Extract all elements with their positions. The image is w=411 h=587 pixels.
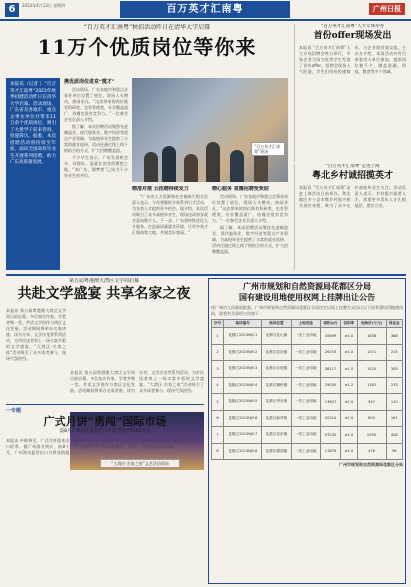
table-cell: 1 bbox=[212, 328, 224, 345]
table-cell: 花都区2023NJY-7 bbox=[224, 427, 262, 444]
top-story-subhead-1: 携优质岗位进京“揽才” bbox=[64, 79, 115, 85]
table-cell: 7 bbox=[212, 427, 224, 444]
table-cell: 161 bbox=[386, 410, 402, 427]
table-cell: 一类工业用地 bbox=[291, 361, 320, 378]
trade-story-subhead: 前8月广州海关监管出口月饼货值超4600万元 bbox=[59, 429, 151, 434]
table-cell: 花都区2023NJY-2 bbox=[224, 344, 262, 361]
table-cell: 29035 bbox=[320, 377, 340, 394]
top-story-sidebar-text: “广东省人力资源和社会保障厅相关负责人表示，今年将继续开展系列引才活动，为各类人才提供更多机会。据介绍，本次活动吸引了众多高校毕业生，现场达成初步就业意向数千人。下一步，广东将持续优化人才服务，打造高质量就业环境，让更多英才汇聚南粤大地，共建美好家园。” bbox=[132, 194, 208, 235]
table-cell: 96 bbox=[386, 443, 402, 460]
trade-story-kicker: 一专题 bbox=[6, 408, 22, 414]
land-notice bbox=[208, 278, 406, 584]
top-story-paragraph: 据了解，本次招聘活动聚焦先进制造业、现代服务业、数字经济等重点产业领域，为高校毕业生提供了丰富的就业选择。活动还通过线上线下相结合的方式，扩大招聘覆盖面。 bbox=[212, 225, 288, 254]
right-story-2-headline: 粤北乡村诚招揽英才 bbox=[311, 171, 393, 181]
table-cell: 花都区2023NJY-4 bbox=[224, 377, 262, 394]
top-story-sidebar bbox=[6, 78, 60, 270]
table-cell: ≥1.2 bbox=[341, 377, 357, 394]
table-cell: 26755 bbox=[320, 344, 340, 361]
top-story-col-1 bbox=[64, 78, 128, 270]
table-cell: 一类工业用地 bbox=[291, 443, 320, 460]
table-cell: ≥1.0 bbox=[341, 344, 357, 361]
table-cell: 一类工业用地 bbox=[291, 344, 320, 361]
table-cell: ≥1.0 bbox=[341, 394, 357, 411]
top-story-col-3 bbox=[212, 186, 288, 270]
issue-date: 2023年4月13日 星期四 bbox=[22, 3, 66, 8]
table-cell: 花都区狮岭镇 bbox=[262, 377, 291, 394]
table-cell: 805 bbox=[357, 410, 386, 427]
table-cell: 花都区2023NJY-8 bbox=[224, 443, 262, 460]
table-cell: 45899 bbox=[320, 328, 340, 345]
table-cell: 3 bbox=[212, 361, 224, 378]
table-cell: 花都区2023NJY-3 bbox=[224, 361, 262, 378]
table-cell: 8 bbox=[212, 443, 224, 460]
notice-col-header: 面积(㎡) bbox=[320, 320, 340, 328]
notice-col-header: 土地用途 bbox=[291, 320, 320, 328]
table-cell: 花都区花山镇 bbox=[262, 328, 291, 345]
table-cell: 305 bbox=[386, 361, 402, 378]
table-cell: 1525 bbox=[357, 361, 386, 378]
table-row bbox=[212, 410, 403, 427]
notice-subtitle: 国有建设用地使用权网上挂牌出让公告 bbox=[239, 292, 375, 302]
table-cell: 一类工业用地 bbox=[291, 410, 320, 427]
table-row bbox=[212, 394, 403, 411]
table-cell: 花都区炭步镇 bbox=[262, 344, 291, 361]
top-story-photo-caption: “百万英才汇南粤”现场 bbox=[251, 142, 285, 156]
table-cell: 11876 bbox=[320, 443, 340, 460]
top-story-paragraph: 据了解，本次招聘活动聚焦先进制造业、现代服务业、数字经济等重点产业领域，为高校毕业生提供了丰富的就业选择。活动还通过线上线下相结合的方式，扩大招聘覆盖面。 bbox=[64, 124, 128, 153]
trade-story-headline: 广式月饼“勇闯”国际市场 bbox=[43, 415, 167, 428]
top-story-paragraph: 不少学生表示，广东发展机会多、环境好，是就业创业的理想之地。“来广东，圆梦想”已成为不少毕业生的共识。 bbox=[64, 155, 128, 178]
table-cell: ≥1.0 bbox=[341, 410, 357, 427]
table-cell: 476 bbox=[357, 443, 386, 460]
table-cell: 6 bbox=[212, 410, 224, 427]
table-cell: 2 bbox=[212, 344, 224, 361]
newspaper-logo: 广州日报 bbox=[369, 3, 405, 15]
table-cell: ≥1.0 bbox=[341, 361, 357, 378]
notice-table bbox=[211, 319, 403, 460]
table-cell: 57230 bbox=[320, 427, 340, 444]
right-story-1 bbox=[294, 24, 406, 162]
table-cell: 547 bbox=[357, 394, 386, 411]
table-cell: 花都区梯面镇 bbox=[262, 443, 291, 460]
trade-story-body: 本报讯 中秋将至，广式月饼迎来出口旺季。据广州海关统计，前8个月，广州海关监管出口月饼货值超4600万元，产品远销东南亚、北美、欧洲等多个国家和地区。海关部门持续优化监管服务，助力广式月饼走向国际市场。 bbox=[6, 438, 204, 455]
table-cell: 一类工业用地 bbox=[291, 377, 320, 394]
table-cell: 一类工业用地 bbox=[291, 328, 320, 345]
right-story-2-body: 本报讯 “百万英才汇南粤”走进上海活动日前举办，粤北地区多个县市携乡村振兴相关岗位亮相，吸引了众多在沪高校毕业生关注。活动负责人表示，乡村振兴需要人才，希望更多青年人才扎根基层、建功立业。 bbox=[299, 185, 406, 208]
table-cell: 花都区花东镇 bbox=[262, 427, 291, 444]
table-cell: 花都区2023NJY-1 bbox=[224, 328, 262, 345]
page-number: 6 bbox=[5, 3, 19, 17]
table-cell: ≥1.0 bbox=[341, 328, 357, 345]
table-row bbox=[212, 361, 403, 378]
table-row bbox=[212, 328, 403, 345]
right-story-2 bbox=[294, 164, 406, 270]
table-cell: 1162 bbox=[357, 377, 386, 394]
section-divider bbox=[6, 274, 406, 276]
table-cell: 花都区赤坭镇 bbox=[262, 361, 291, 378]
notice-intro: 经广州市人民政府批准，广州市规划和自然资源局花都区分局决定以网上挂牌方式出让以下国有建设用地使用权，现将有关事项公告如下： bbox=[211, 305, 403, 316]
trade-story bbox=[6, 404, 204, 584]
table-row bbox=[212, 377, 403, 394]
table-cell: 458 bbox=[386, 427, 402, 444]
table-cell: 一类工业用地 bbox=[291, 427, 320, 444]
table-row bbox=[212, 443, 403, 460]
table-cell: 13657 bbox=[320, 394, 340, 411]
top-story-kicker: “百万英才汇南粤”秋招活动昨日在清华大学启幕 bbox=[83, 24, 211, 31]
top-story-photo bbox=[132, 78, 288, 182]
table-cell: 花都区新华街 bbox=[262, 410, 291, 427]
notice-table-header bbox=[212, 320, 403, 328]
table-cell: 一类工业用地 bbox=[291, 394, 320, 411]
table-cell: 花都区秀全街 bbox=[262, 394, 291, 411]
table-cell: 368 bbox=[386, 328, 402, 345]
culture-story-col-1: 本报讯 第五届粤港澳大湾区文学周日前启幕，多位知名作家、学者齐聚一堂，共话文学创作与湾区文化发展。活动期间将举办名家讲座、读书分享、文学沙龙等系列活动，为市民读者奉上一场丰富多彩的文学盛宴。“大湾区·名家之夜”活动吸引了众多读者参与，现场气氛热烈。 bbox=[6, 308, 66, 361]
culture-story-kicker: 第五届粤港澳大湾区文学周启幕 bbox=[68, 278, 139, 284]
notice-col-header: 地块位置 bbox=[262, 320, 291, 328]
notice-col-header: 保证金 bbox=[386, 320, 402, 328]
table-cell: 1071 bbox=[357, 344, 386, 361]
top-story-headline: 11万个优质岗位等你来 bbox=[37, 35, 257, 59]
top-story-paragraph: 活动现场，广东各地市和重点企事业单位设置了展位，现场人头攒动，热闹非凡。“这次带来的岗位既有科研类，也有管理类，专业覆盖面广，待遇也很有竞争力。”一位参会企业负责人介绍。 bbox=[64, 87, 128, 122]
right-story-2-kicker: “百万英才汇南粤”走进上海 bbox=[325, 164, 380, 169]
right-story-1-body: 本报讯 “百万英才汇南粤”人大专场招聘会昨日举行，多家企业当场为优秀学生发放了首份offer。招聘会现场人气旺盛，学生们纷纷投递简历，与企业面对面交流。主办方介绍，本场活动共有百余家用人单位参加，提供岗位数千个，涵盖金融、科技、教育等多个领域。 bbox=[299, 45, 406, 74]
table-cell: 花都区2023NJY-5 bbox=[224, 394, 262, 411]
notice-footer: 广州市规划和自然资源局花都区分局 bbox=[339, 462, 403, 467]
table-cell: 花都区2023NJY-6 bbox=[224, 410, 262, 427]
table-row bbox=[212, 427, 403, 444]
table-cell: ≥1.0 bbox=[341, 427, 357, 444]
right-story-1-kicker: “百万英才汇南粤”人大专场举办 bbox=[320, 24, 385, 29]
notice-col-header: 起始价(万元) bbox=[357, 320, 386, 328]
masthead bbox=[0, 0, 411, 21]
table-cell: ≥1.0 bbox=[341, 443, 357, 460]
table-cell: 4 bbox=[212, 377, 224, 394]
notice-col-header: 容积率 bbox=[341, 320, 357, 328]
table-cell: 38117 bbox=[320, 361, 340, 378]
culture-story-col-2: 本报讯 第五届粤港澳大湾区文学周日前启幕，多位知名作家、学者齐聚一堂，共话文学创作与湾区文化发展。活动期间将举办名家讲座、读书分享、文学沙龙等系列活动，为市民读者奉上一场丰富多彩的文学盛宴。“大湾区·名家之夜”活动吸引了众多读者参与，现场气氛热烈。 bbox=[70, 370, 204, 393]
table-cell: 20114 bbox=[320, 410, 340, 427]
table-cell: 215 bbox=[386, 344, 402, 361]
table-cell: 110 bbox=[386, 394, 402, 411]
table-row bbox=[212, 344, 403, 361]
notice-col-header: 地块编号 bbox=[224, 320, 262, 328]
culture-story-headline: 共赴文学盛宴 共享名家之夜 bbox=[17, 286, 191, 302]
top-story-subhead-2: 精准对接 云招聘持续发力 bbox=[132, 186, 189, 192]
right-story-1-headline: 首份offer现场发出 bbox=[313, 31, 392, 41]
top-story-subhead-3: 精心服务 直播招聘受欢迎 bbox=[212, 186, 269, 192]
culture-story-photo-caption: “大湾区·名家之夜”文艺活动现场 bbox=[100, 459, 180, 468]
notice-title: 广州市规划和自然资源局花都区分局 bbox=[243, 281, 371, 291]
table-cell: 2290 bbox=[357, 427, 386, 444]
notice-col-header: 序号 bbox=[212, 320, 224, 328]
top-story-col-2 bbox=[132, 186, 208, 270]
section-banner: 百万英才汇南粤 bbox=[120, 1, 290, 18]
top-story-paragraph: 活动现场，广东各地市和重点企事业单位设置了展位，现场人头攒动，热闹非凡。“这次带来的岗位既有科研类，也有管理类，专业覆盖面广，待遇也很有竞争力。”一位参会企业负责人介绍。 bbox=[212, 194, 288, 223]
top-story-header bbox=[6, 24, 288, 74]
top-story-lead: 本报讯（记者 ）“百万英才汇南粤”2023年秋季招聘活动昨日在清华大学启幕。活动现场，广东省及各地市、重点企事业单位共带来11万余个优质岗位，吸引了大批学子前来咨询、投递简历。据悉，本次招聘活动将持续至年底，面向全国高校毕业生开展系列招聘，助力广东高质量发展。 bbox=[10, 82, 56, 165]
table-cell: 5 bbox=[212, 394, 224, 411]
table-cell: 233 bbox=[386, 377, 402, 394]
table-cell: 1836 bbox=[357, 328, 386, 345]
